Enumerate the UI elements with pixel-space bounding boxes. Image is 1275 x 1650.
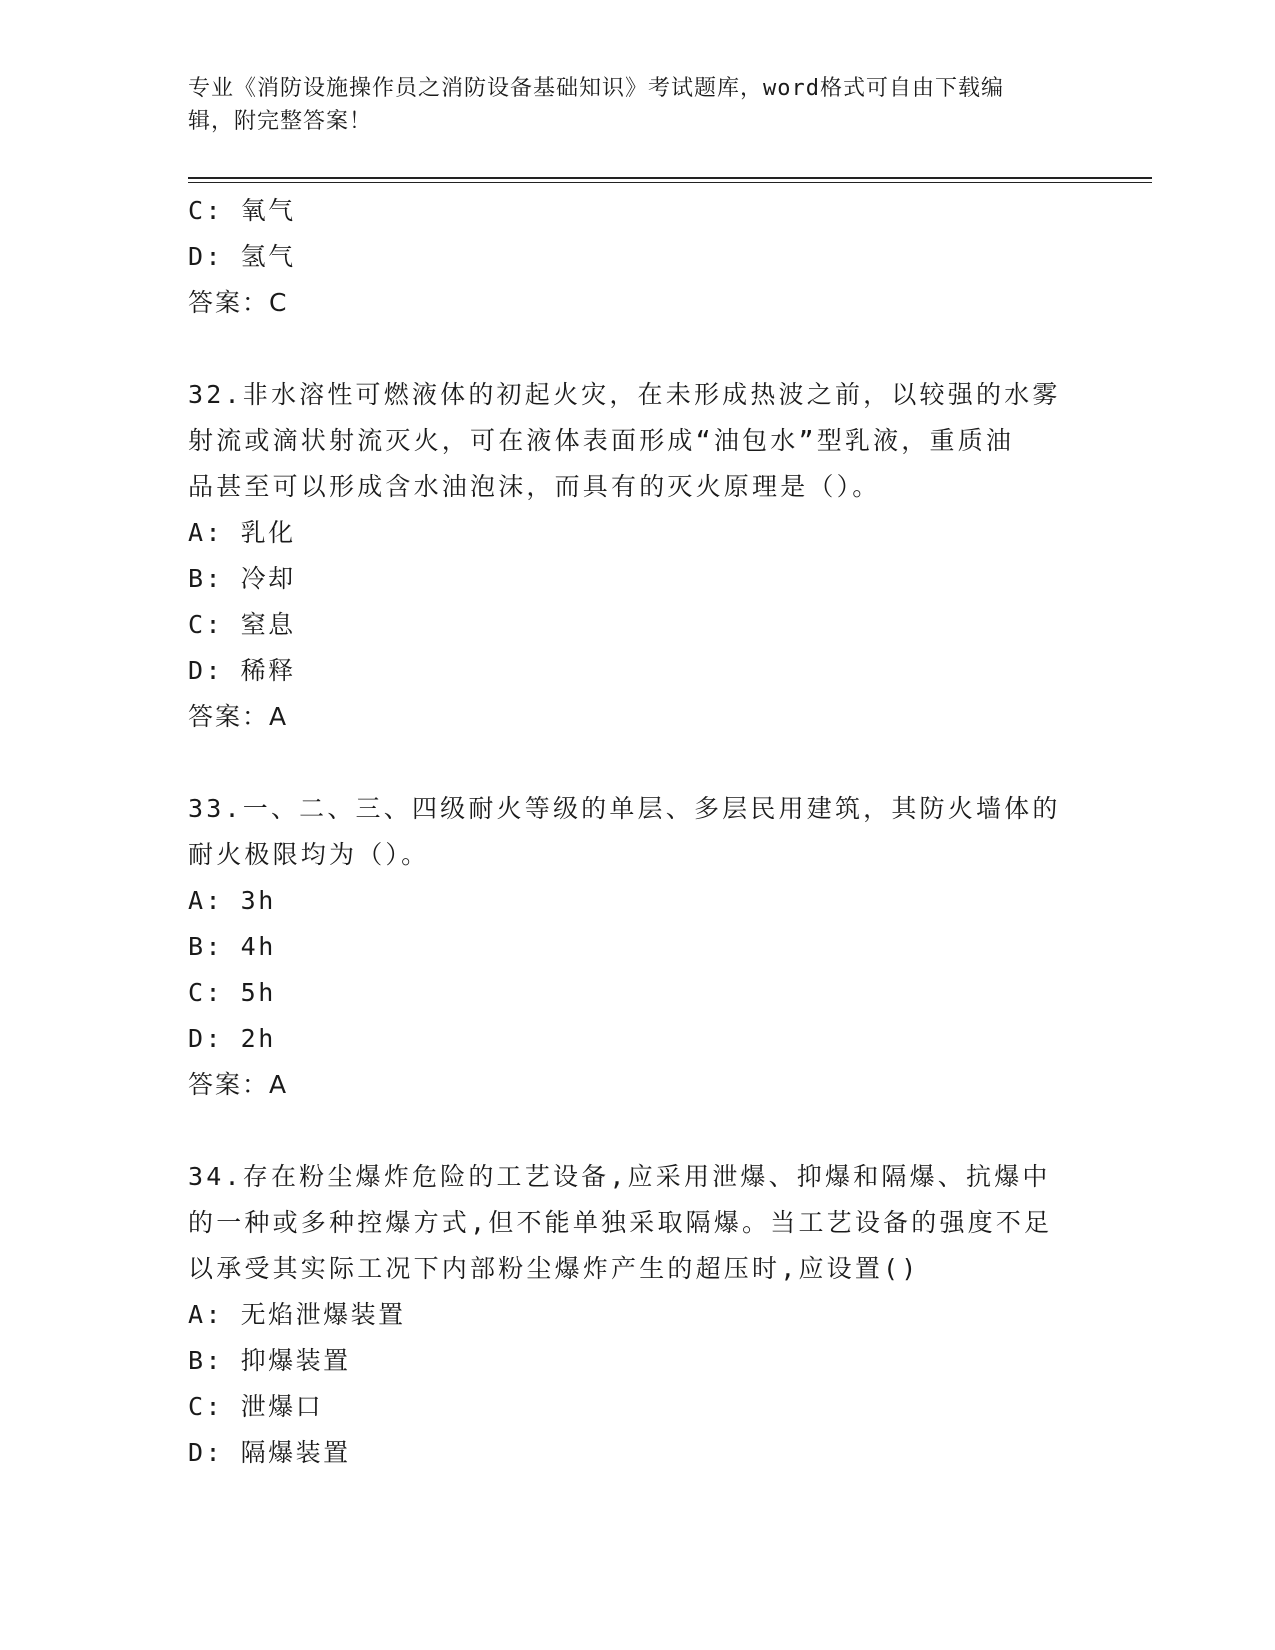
option-c: C: 5h — [188, 978, 276, 1007]
option-a: A: 乳化 — [188, 518, 296, 547]
header-divider-thin — [188, 182, 1152, 183]
question-text — [188, 372, 1088, 510]
answer-line: 答案：A — [188, 702, 289, 731]
option-d: D: 隔爆装置 — [188, 1438, 351, 1467]
question-text — [188, 1154, 1088, 1292]
option-c: C: 泄爆口 — [188, 1392, 324, 1421]
question-text-line: 耐火极限均为（）。 — [188, 840, 430, 869]
option-b: B: 4h — [188, 932, 276, 961]
question-text-line: 射流或滴状射流灭火，可在液体表面形成“油包水”型乳液，重质油 — [188, 426, 1015, 455]
question-text — [188, 786, 1088, 878]
option-b: B: 抑爆装置 — [188, 1346, 351, 1375]
option-d: D: 稀释 — [188, 656, 296, 685]
document-header — [188, 72, 1068, 138]
option-a: A: 无焰泄爆装置 — [188, 1300, 406, 1329]
spacer — [188, 1108, 1088, 1154]
header-line-2: 辑，附完整答案！ — [188, 109, 373, 134]
question-text-line: 的一种或多种控爆方式,但不能单独采取隔爆。当工艺设备的强度不足 — [188, 1208, 1053, 1237]
spacer — [188, 326, 1088, 372]
question-text-line: 品甚至可以形成含水油泡沫，而具有的灭火原理是（）。 — [188, 472, 881, 501]
spacer — [188, 740, 1088, 786]
option-a: A: 3h — [188, 886, 276, 915]
question-34 — [188, 1154, 1088, 1476]
header-line-1: 专业《消防设施操作员之消防设备基础知识》考试题库，word格式可自由下载编 — [188, 76, 1004, 101]
question-32 — [188, 372, 1088, 740]
header-divider-thick — [188, 177, 1152, 179]
answer-line: 答案：C — [188, 288, 289, 317]
question-text-line: 33.一、二、三、四级耐火等级的单层、多层民用建筑，其防火墙体的 — [188, 794, 1061, 823]
option-b: B: 冷却 — [188, 564, 296, 593]
option-d: D: 氢气 — [188, 242, 296, 271]
question-text-line: 34.存在粉尘爆炸危险的工艺设备,应采用泄爆、抑爆和隔爆、抗爆中 — [188, 1162, 1051, 1191]
option-d: D: 2h — [188, 1024, 276, 1053]
question-text-line: 以承受其实际工况下内部粉尘爆炸产生的超压时,应设置() — [188, 1254, 920, 1283]
option-c: C: 氧气 — [188, 196, 296, 225]
question-content — [188, 188, 1088, 1476]
question-33 — [188, 786, 1088, 1108]
partial-question — [188, 188, 1088, 326]
answer-line: 答案：A — [188, 1070, 289, 1099]
option-c: C: 窒息 — [188, 610, 296, 639]
question-text-line: 32.非水溶性可燃液体的初起火灾，在未形成热波之前，以较强的水雾 — [188, 380, 1061, 409]
